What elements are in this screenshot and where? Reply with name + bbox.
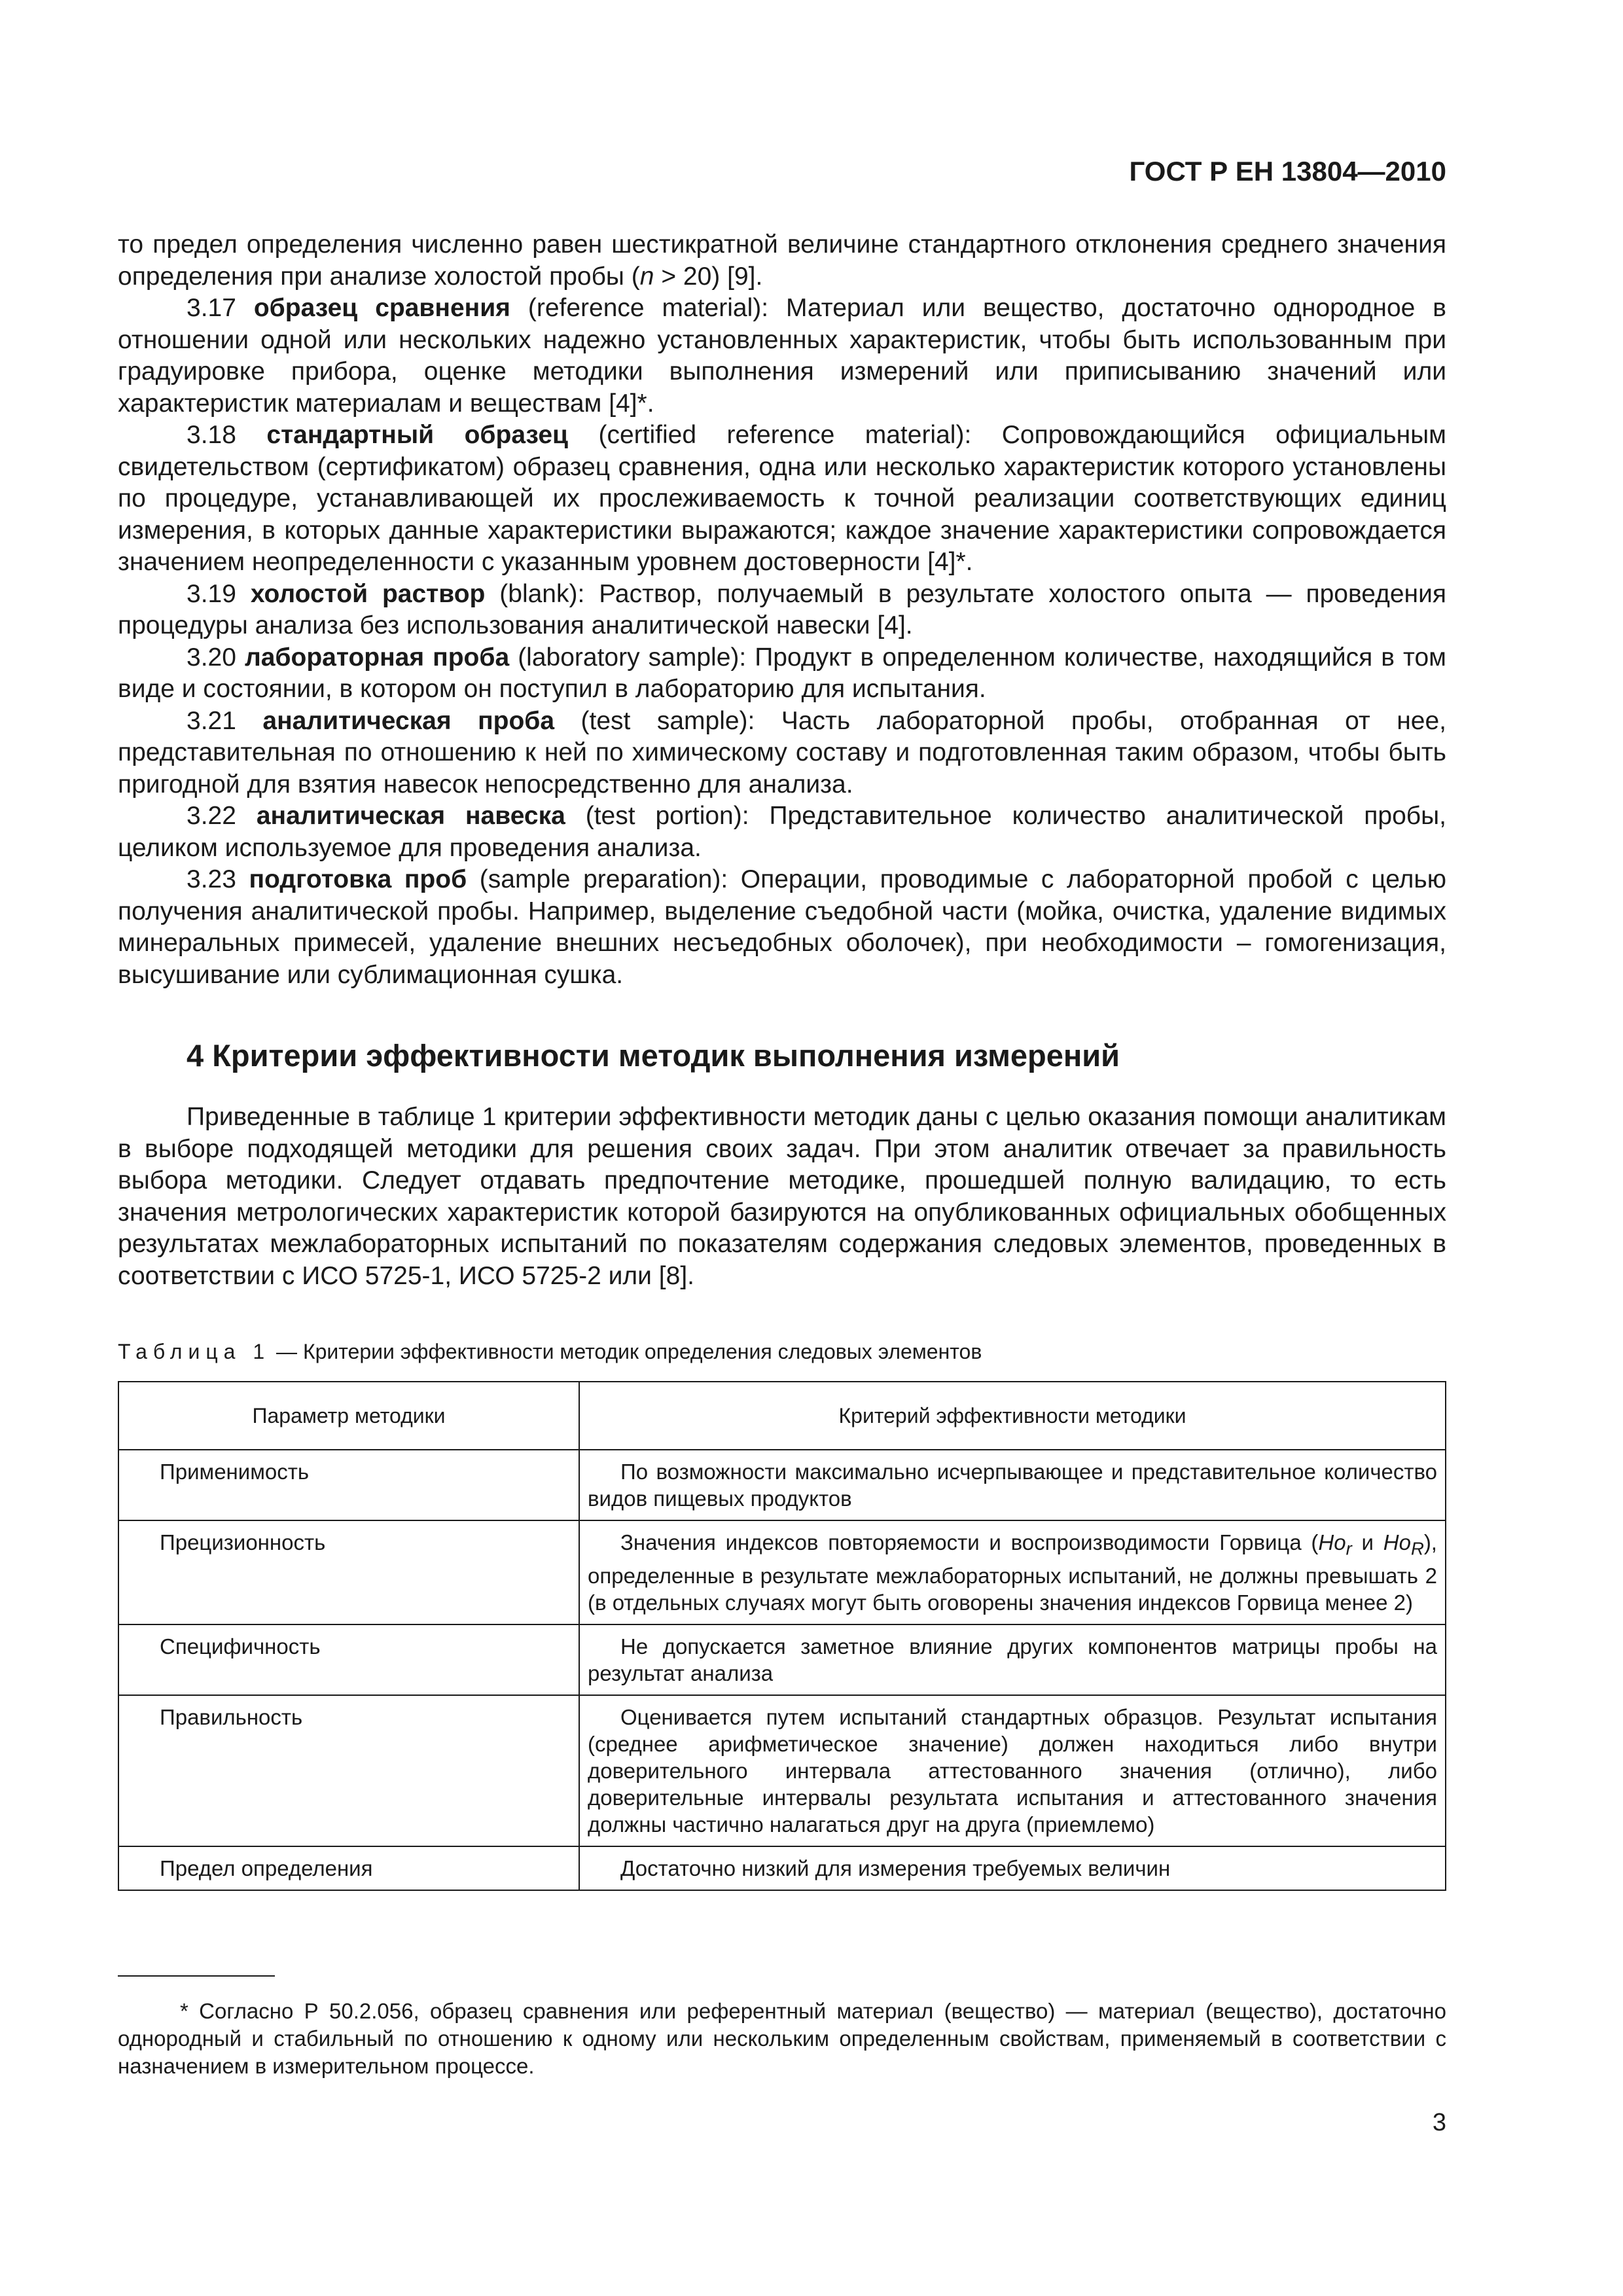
- table-row: [118, 1695, 1446, 1846]
- page-number: 3: [1432, 2109, 1446, 2136]
- criterion-cell: По возможности максимально исчерпывающее и представительное количество видов пищевых продуктов: [579, 1450, 1446, 1520]
- table-row: [118, 1624, 1446, 1695]
- criterion-cell: Значения индексов повторяемости и воспроизводимости Горвица ($Ho_r$ и $Ho_R$), определенные в результате межлабораторных испытаний, не должны превышать 2 (в отдельных случаях могут быть оговорены значения индексов Горвица менее 2): [579, 1520, 1446, 1624]
- term: аналитическая навеска: [256, 802, 565, 830]
- intro-continuation: то предел определения численно равен шестикратной величине стандартного отклонения среднего значения определения при анализе холостой пробы (n > 20) [9].: [118, 230, 1446, 291]
- section-4-body: [118, 1102, 1446, 1292]
- param-cell: Правильность: [118, 1695, 579, 1846]
- term: образец сравнения: [253, 294, 510, 322]
- table-row: [118, 1450, 1446, 1520]
- table-row: [118, 1520, 1446, 1624]
- criteria-table: [118, 1381, 1446, 1891]
- section-4-heading: 4 Критерии эффективности методик выполнения измерений: [187, 1038, 1120, 1073]
- term: аналитическая проба: [262, 706, 555, 735]
- term: лабораторная проба: [244, 643, 510, 672]
- definition-3-20: 3.20 лабораторная проба (laboratory sample): Продукт в определенном количестве, находящийся в том виде и состоянии, в котором он поступил в лабораторию для испытания.: [118, 643, 1446, 703]
- definition-3-18: 3.18 стандартный образец (certified reference material): Сопровождающийся официальным свидетельством (сертификатом) образец сравнения, одна или несколько характеристик которого установлены по процедуре, устанавливающей их прослеживаемость к точной реализации соответствующих единиц измерения, в которых данные характеристики выражаются; каждое значение характеристики сопровождается значением неопределенности с указанным уровнем достоверности [4]*.: [118, 421, 1446, 576]
- table-caption: Таблица 1 — Критерии эффективности методик определения следовых элементов: [118, 1340, 982, 1363]
- term: подготовка проб: [249, 865, 467, 893]
- param-cell: Специфичность: [118, 1624, 579, 1695]
- term: холостой раствор: [250, 579, 486, 608]
- criterion-cell: Достаточно низкий для измерения требуемых величин: [579, 1846, 1446, 1890]
- term: стандартный образец: [266, 421, 569, 449]
- param-cell: Применимость: [118, 1450, 579, 1520]
- table-row: [118, 1846, 1446, 1890]
- definition-3-17: 3.17 образец сравнения (reference material): Материал или вещество, достаточно однородное в отношении одной или нескольких надежно установленных характеристик, чтобы быть использованным при градуировке прибора, оценке методики выполнения измерений или приписыванию значений или характеристик материалам и веществам [4]*.: [118, 294, 1447, 418]
- section-4-paragraph: Приведенные в таблице 1 критерии эффективности методик даны с целью оказания помощи аналитикам в выборе подходящей методики для решения своих задач. При этом аналитик отвечает за правильность выбора методики. Следует отдавать предпочтение методике, прошедшей полную валидацию, то есть значения метрологических характеристик которой базируются на опубликованных официальных обобщенных результатах межлабораторных испытаний по показателям содержания следовых элементов, проведенных в соответствии с ИСО 5725-1, ИСО 5725-2 или [8].: [118, 1103, 1446, 1290]
- param-cell: Предел определения: [118, 1846, 579, 1890]
- table-header-row: [118, 1382, 1446, 1450]
- definition-3-23: 3.23 подготовка проб (sample preparation): Операции, проводимые с лабораторной пробой с целью получения аналитической пробы. Например, выделение съедобной части (мойка, очистка, удаление видимых минеральных примесей, удаление внешних несъедобных оболочек), при необходимости – гомогенизация, высушивание или сублимационная сушка.: [118, 865, 1447, 989]
- column-header-criterion: Критерий эффективности методики: [579, 1382, 1446, 1450]
- definition-3-19: 3.19 холостой раствор (blank): Раствор, получаемый в результате холостого опыта — проведения процедуры анализа без использования аналитической навески [4].: [118, 579, 1446, 639]
- definition-3-21: 3.21 аналитическая проба (test sample): Часть лабораторной пробы, отобранная от нее, представительная по отношению к ней по химическому составу и подготовленная таким образом, чтобы быть пригодной для взятия навесок непосредственно для анализа.: [118, 706, 1446, 798]
- definitions-block: [118, 229, 1446, 991]
- column-header-parameter: Параметр методики: [118, 1382, 579, 1450]
- param-cell: Прецизионность: [118, 1520, 579, 1624]
- footnote-divider: [118, 1975, 275, 1977]
- criterion-cell: Не допускается заметное влияние других компонентов матрицы пробы на результат анализа: [579, 1624, 1446, 1695]
- definition-3-22: 3.22 аналитическая навеска (test portion): Представительное количество аналитической пробы, целиком используемое для проведения анализа.: [118, 802, 1447, 862]
- footnote: * Согласно Р 50.2.056, образец сравнения или референтный материал (вещество) — материал (вещество), достаточно однородный и стабильный по отношению к одному или нескольким определенным свойствам, применяемый в соответствии с назначением в измерительном процессе.: [118, 1999, 1446, 2078]
- document-code-header: ГОСТ Р ЕН 13804—2010: [1129, 156, 1446, 187]
- criterion-cell: Оценивается путем испытаний стандартных образцов. Результат испытания (среднее арифметическое значение) должен находиться либо внутри доверительного интервала аттестованного значения (отлично), либо доверительные интервалы результата испытания и аттестованного значения должны частично налагаться друг на друга (приемлемо): [579, 1695, 1446, 1846]
